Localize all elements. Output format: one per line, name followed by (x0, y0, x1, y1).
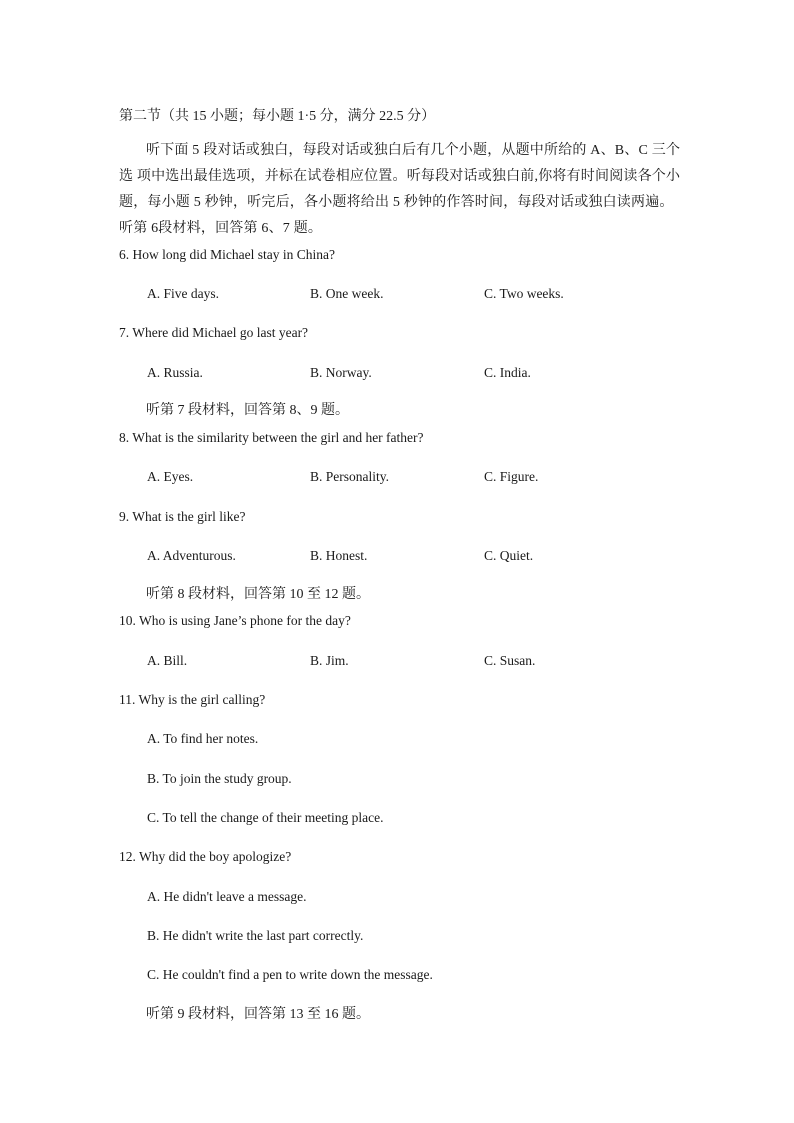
option-a: A. He didn't leave a message. (147, 889, 307, 904)
option-a: A. Adventurous. (147, 548, 236, 563)
section-label: 听第 7 段材料，回答第 8、9 题。 (146, 403, 349, 418)
option-c: C. Susan. (484, 653, 536, 668)
section-heading: 第二节（共 15 小题；每小题 1·5 分，满分 22.5 分） (119, 109, 436, 124)
option-b: B. He didn't write the last part correctly. (147, 928, 364, 943)
question-text: 7. Where did Michael go last year? (119, 325, 309, 340)
option-c: C. India. (484, 365, 531, 380)
question-text: 12. Why did the boy apologize? (119, 849, 292, 864)
instructions-line-1: 听下面 5 段对话或独白，每段对话或独白后有几个小题，从题中所给的 A、B、C 三个 (146, 143, 681, 158)
option-b: B. Norway. (310, 365, 372, 380)
instructions-line-2: 选 项中选出最佳选项，并标在试卷相应位置。听每段对话或独白前,你将有时间阅读各个小 (119, 169, 681, 184)
instructions-line-3: 题，每小题 5 秒钟，听完后，各小题将给出 5 秒钟的作答时间，每段对话或独白读两遍。 (119, 195, 674, 210)
question-text: 11. Why is the girl calling? (119, 692, 266, 707)
option-b: B. To join the study group. (147, 771, 292, 786)
option-c: C. Quiet. (484, 548, 534, 563)
option-a: A. Bill. (147, 653, 188, 668)
section-label: 听第 6段材料，回答第 6、7 题。 (119, 221, 323, 236)
option-a: A. To find her notes. (147, 731, 259, 746)
option-b: B. Honest. (310, 548, 368, 563)
option-c: C. To tell the change of their meeting place. (147, 810, 384, 825)
option-b: B. Personality. (310, 469, 389, 484)
option-c: C. Two weeks. (484, 286, 564, 301)
question-text: 8. What is the similarity between the girl and her father? (119, 430, 424, 445)
question-text: 9. What is the girl like? (119, 509, 246, 524)
option-b: B. Jim. (310, 653, 349, 668)
option-a: A. Five days. (147, 286, 219, 301)
option-a: A. Eyes. (147, 469, 194, 484)
section-label: 听第 8 段材料，回答第 10 至 12 题。 (146, 587, 370, 602)
option-a: A. Russia. (147, 365, 203, 380)
question-text: 10. Who is using Jane’s phone for the day? (119, 613, 351, 628)
option-c: C. Figure. (484, 469, 539, 484)
question-text: 6. How long did Michael stay in China? (119, 247, 335, 262)
option-c: C. He couldn't find a pen to write down the message. (147, 967, 433, 982)
section-label: 听第 9 段材料，回答第 13 至 16 题。 (146, 1007, 370, 1022)
option-b: B. One week. (310, 286, 384, 301)
